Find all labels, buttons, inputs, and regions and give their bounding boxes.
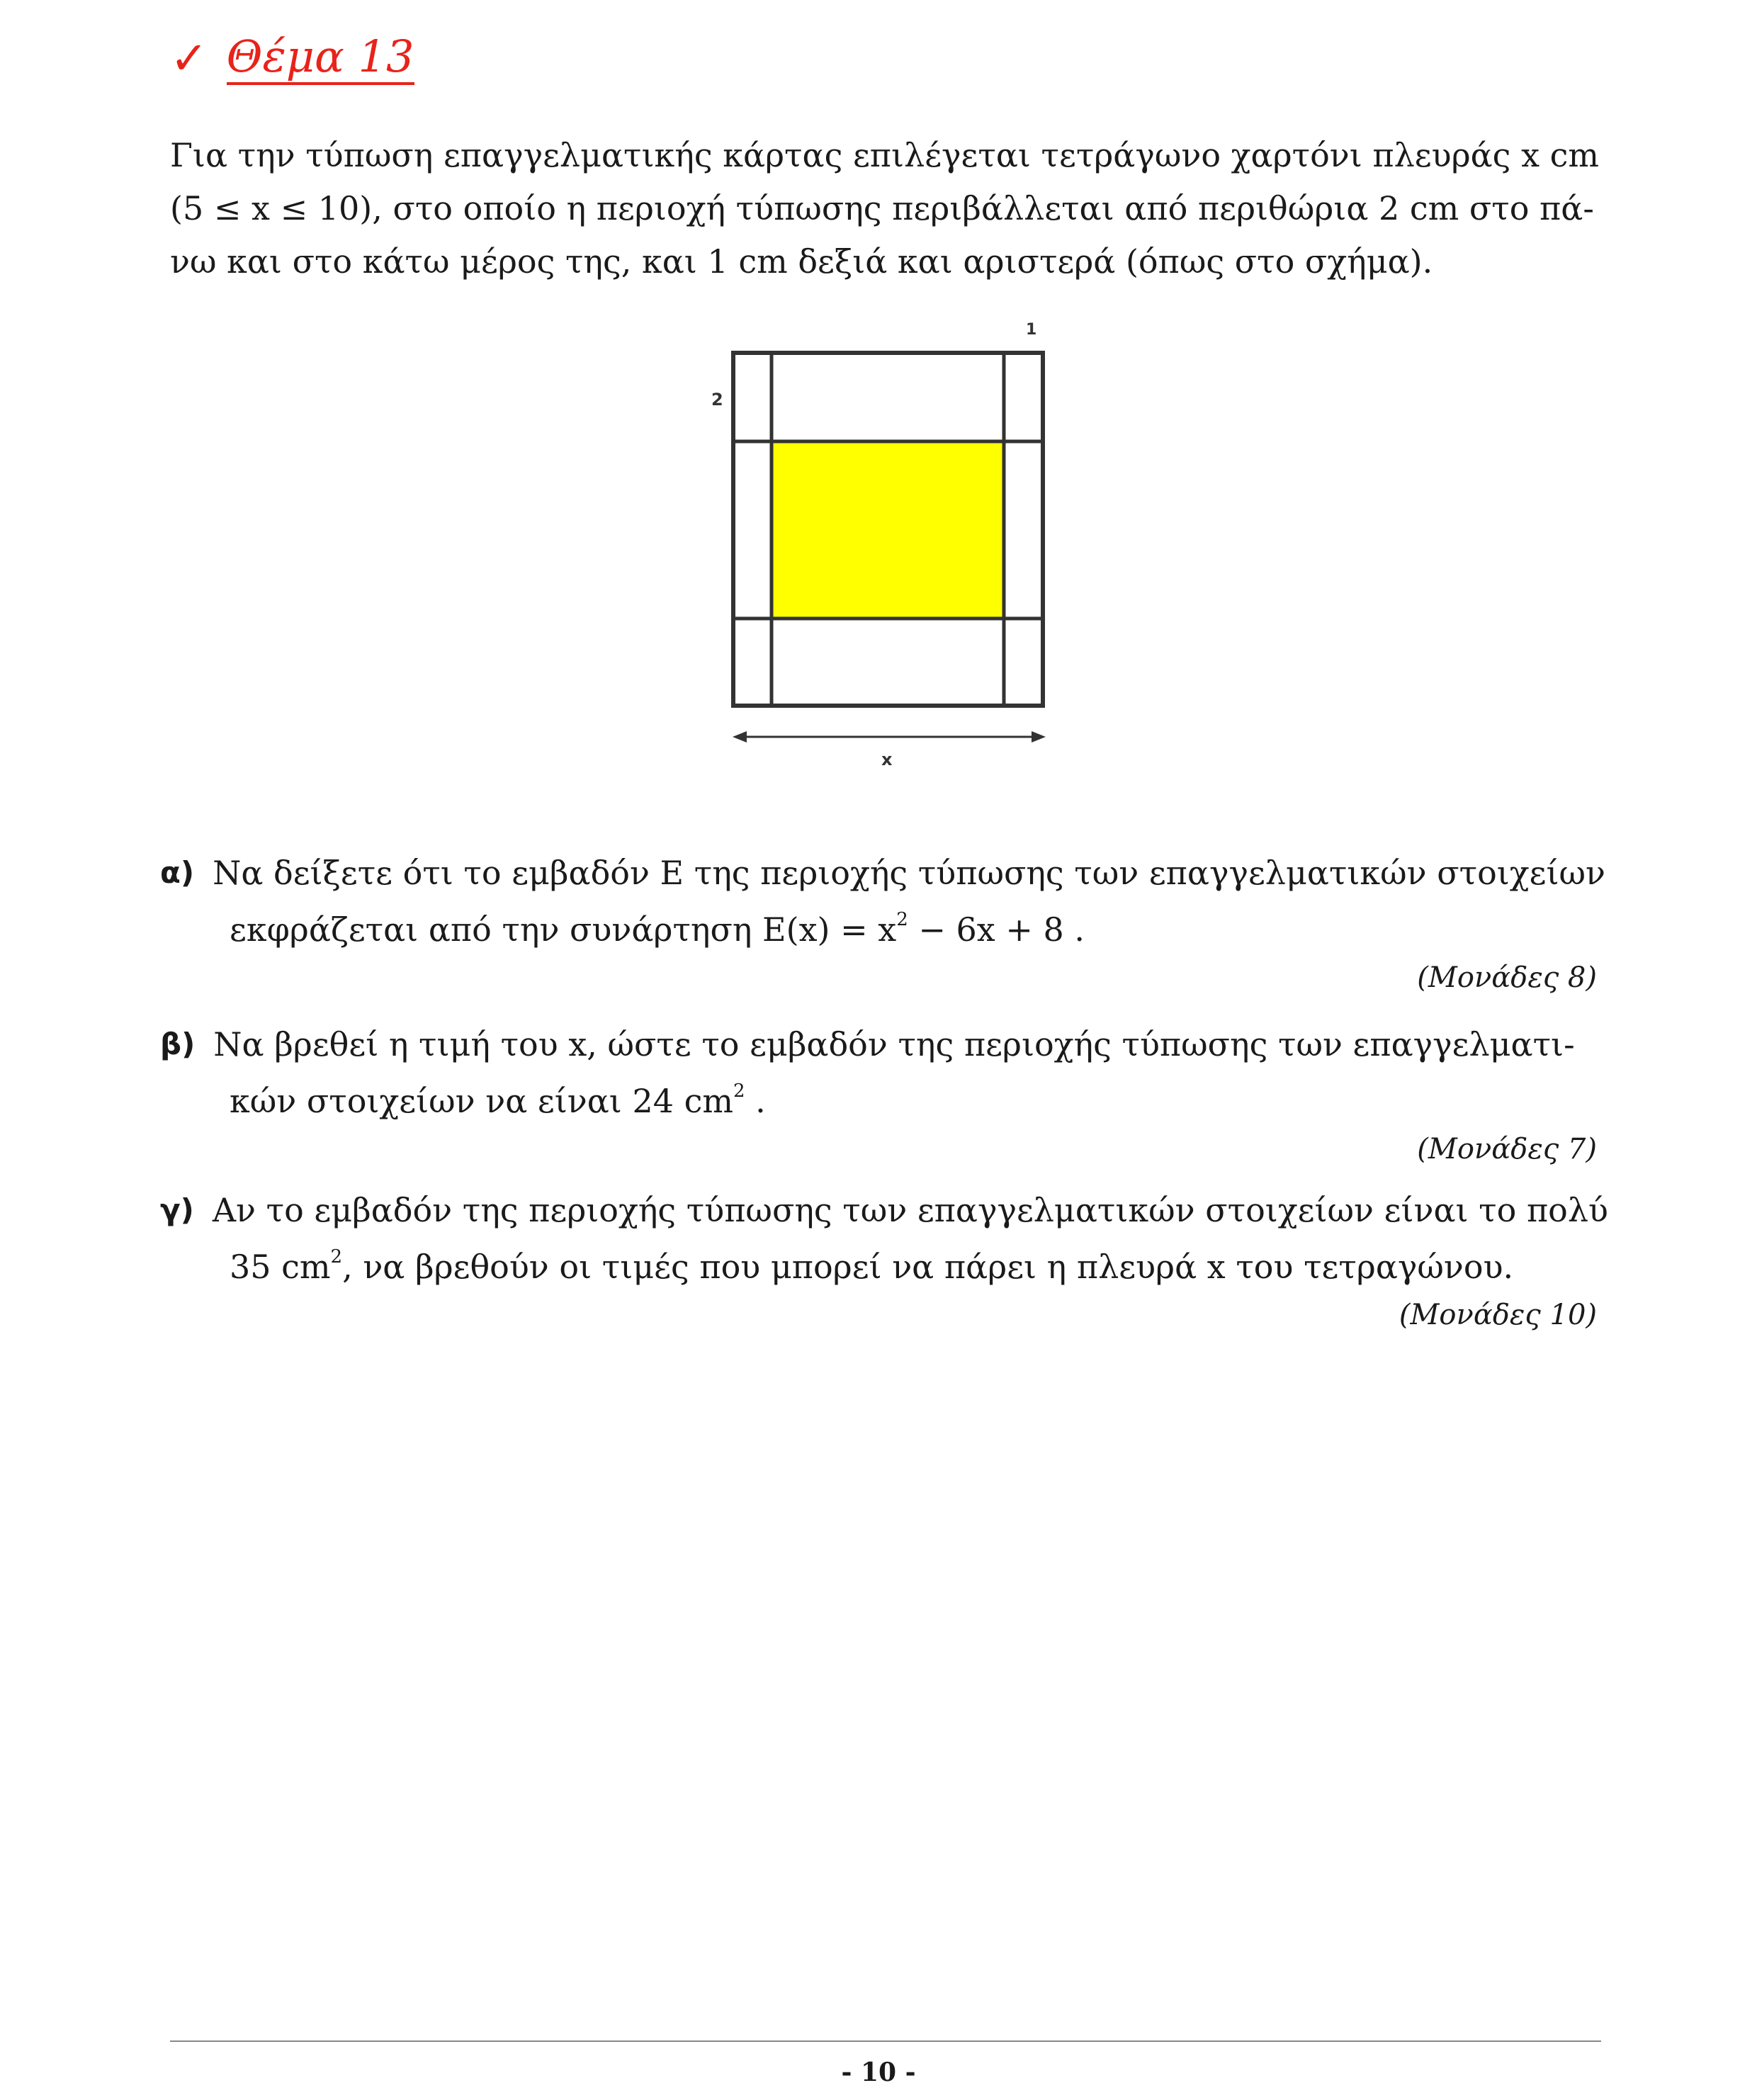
problem-statement	[170, 129, 1601, 288]
marks-label: (Μονάδες 8)	[1417, 961, 1597, 994]
checkmark-icon: ✓	[170, 33, 208, 85]
margin-label-top: 1	[1026, 321, 1037, 339]
question-b	[160, 1016, 1605, 1169]
margin-label-left: 2	[711, 390, 723, 410]
question-text: Να βρεθεί η τιμή του x, ώστε το εμβαδόν της περιοχής τύπωσης των επαγγελματι-	[213, 1025, 1575, 1063]
page-number: - 10 -	[841, 2057, 916, 2087]
marks-label: (Μονάδες 7)	[1417, 1133, 1597, 1165]
continuation-text: κών στοιχείων να είναι 24 cm	[230, 1082, 734, 1120]
exponent: 2	[330, 1246, 343, 1268]
statement-line: Για την τύπωση επαγγελματικής κάρτας επιλέγεται τετράγωνο χαρτόνι πλευράς x cm	[170, 136, 1600, 174]
question-label: γ)	[160, 1192, 194, 1227]
footer-divider	[170, 2040, 1601, 2042]
statement-line: (5 ≤ x ≤ 10), στο οποίο η περιοχή τύπωσης περιβάλλεται από περιθώρια 2 cm στο πά-	[170, 189, 1594, 227]
card-diagram	[701, 319, 1070, 779]
statement-line: νω και στο κάτω μέρος της, και 1 cm δεξιά και αριστερά (όπως στο σχήμα).	[170, 242, 1433, 281]
width-arrow-right-head	[1032, 731, 1046, 743]
continuation-text: εκφράζεται από την συνάρτηση E(x) = x	[230, 910, 897, 949]
section-heading	[170, 27, 414, 91]
question-continuation	[160, 1073, 1605, 1129]
exponent: 2	[896, 909, 908, 930]
exponent: 2	[733, 1080, 745, 1102]
marks-label: (Μονάδες 10)	[1399, 1299, 1597, 1331]
printing-area	[772, 441, 1004, 619]
continuation-text: 35 cm	[230, 1248, 331, 1286]
continuation-text: − 6x + 8 .	[908, 910, 1085, 949]
question-text: Να δείξετε ότι το εμβαδόν Ε της περιοχής τύπωσης των επαγγελματικών στοιχείων	[213, 854, 1606, 892]
question-label: α)	[160, 855, 195, 890]
question-continuation	[160, 901, 1605, 958]
question-label: β)	[160, 1027, 196, 1061]
continuation-text: .	[745, 1082, 766, 1120]
width-arrow-left-head	[733, 731, 747, 743]
card-diagram-svg	[701, 319, 1070, 779]
section-title: Θέμα 13	[227, 33, 414, 85]
width-label: x	[881, 750, 893, 769]
question-continuation	[160, 1238, 1605, 1295]
continuation-text: , να βρεθούν οι τιμές που μπορεί να πάρει η πλευρά x του τετραγώνου.	[342, 1248, 1514, 1286]
question-text: Αν το εμβαδόν της περιοχής τύπωσης των επαγγελματικών στοιχείων είναι το πολύ	[212, 1191, 1608, 1229]
question-c	[160, 1182, 1608, 1335]
question-a	[160, 845, 1605, 998]
